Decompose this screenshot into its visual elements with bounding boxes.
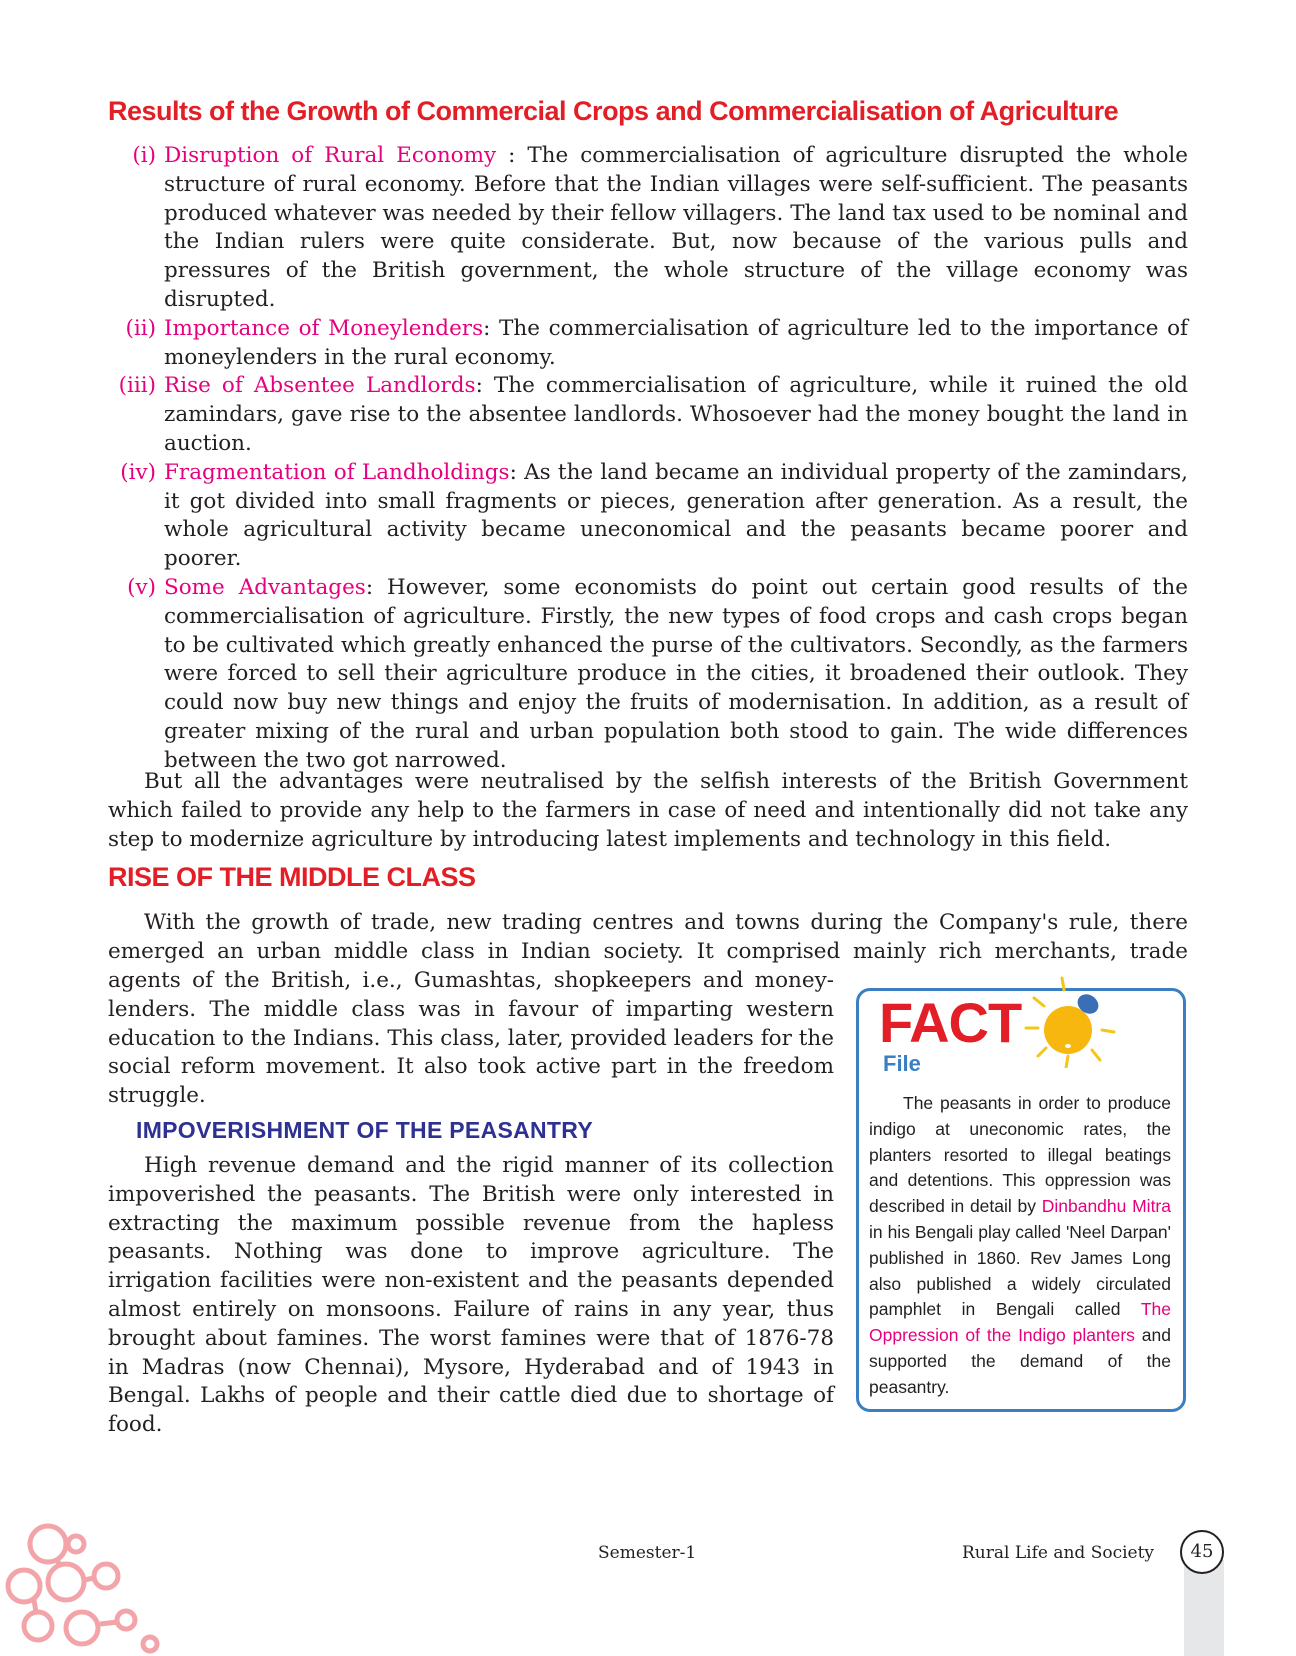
list-item xyxy=(108,315,1188,373)
item-text: : However, some economists do point out certain good results of the commercialisation of agriculture. Firstly, the new types of food crops and cash crops began to be cultivated which greatly enhanced the purse of the cultivators. Secondly, as the farmers were forced to sell their agriculture produce in the cities, it broadened their outlook. They could now buy new things and enjoy the fruits of modernisation. In addition, as a result of greater mixing of the rural and urban population both stood to gain. The wide differences between the two got narrowed. xyxy=(164,574,1188,773)
fact-text-part: in his Bengali play called 'Neel Darpan' published in 1860. Rev James Long also published a widely circulated pamphlet in Bengali called xyxy=(869,1221,1171,1320)
item-number: (iii) xyxy=(118,373,156,399)
peasantry-paragraph xyxy=(108,1152,834,1440)
item-text: : As the land became an individual property of the zamindars, it got divided into small fragments or pieces, generation after generation. As a result, the whole agricultural activity became uneconomical and the peasants became poorer and poorer. xyxy=(164,459,1188,572)
item-body xyxy=(164,372,1188,458)
item-term: Rise of Absentee Landlords xyxy=(164,373,476,399)
paragraph-text: With the growth of trade, new trading centres and towns during the Company's rule, there emerged an urban middle class in Indian society. It comprised mainly rich merchants, trade xyxy=(108,910,1188,964)
section-heading-commercial-crops: Results of the Growth of Commercial Crops and Commercialisation of Agriculture xyxy=(108,96,1119,126)
section-heading-middle-class: RISE OF THE MIDDLE CLASS xyxy=(108,862,476,892)
decorative-circles xyxy=(0,1516,170,1656)
item-number: (ii) xyxy=(125,315,156,341)
page-tab xyxy=(1184,1560,1224,1656)
item-number: (v) xyxy=(127,574,156,600)
fact-highlight: Dinbandhu Mitra xyxy=(1041,1196,1171,1217)
item-number: (iv) xyxy=(120,459,156,485)
paragraph-text: agents of the British, i.e., Gumashtas, shopkeepers and money-lenders. The middle class was in favour of imparting western education to the Indians. This class, later, provided leaders for the social reform movement. It also took active part in the freedom struggle. xyxy=(108,968,834,1109)
item-body xyxy=(164,315,1188,373)
footer-chapter-title: Rural Life and Society xyxy=(962,1543,1155,1563)
paragraph-text: High revenue demand and the rigid manner of its collection impoverished the peasants. The British were only interested in extracting the maximum possible revenue from the hapless peasants. Nothing was done to improve agriculture. The irrigation facilities were non-existent and the peasants depended almost entirely on monsoons. Failure of rains in any year, thus brought about famines. The worst famines were that of 1876-78 in Madras (now Chennai), Mysore, Hyderabad and of 1943 in Bengal. Lakhs of people and their cattle died due to shortage of food. xyxy=(108,1153,834,1438)
paragraph-text: But all the advantages were neutralised by the selfish interests of the British Government which failed to provide any help to the farmers in case of need and intentionally did not take any step to modernize agriculture by introducing latest implements and technology in this field. xyxy=(108,769,1188,852)
list-item xyxy=(108,372,1188,458)
item-number: (i) xyxy=(132,143,156,168)
item-text: : The commercialisation of agriculture led to the importance of moneylenders in the rural economy. xyxy=(164,315,1188,370)
list-item xyxy=(108,459,1188,574)
item-term: Disruption of Rural Economy xyxy=(164,143,497,168)
fact-title: FACT xyxy=(879,991,1022,1054)
results-list xyxy=(108,142,1188,776)
middle-class-paragraph-full xyxy=(108,909,1188,967)
fact-text-part: and supported the demand of the peasantry. xyxy=(869,1325,1171,1397)
subheading-impoverishment: IMPOVERISHMENT OF THE PEASANTRY xyxy=(136,1117,593,1143)
fact-text xyxy=(869,1091,1171,1401)
page-number: 45 xyxy=(1180,1530,1224,1574)
item-body xyxy=(164,574,1188,776)
fact-text-part: The peasants in order to produce indigo at uneconomic rates, the planters resorted to illegal beatings and detentions. This oppression was described in detail by xyxy=(869,1093,1171,1217)
item-text: : The commercialisation of agriculture, while it ruined the old zamindars, gave rise to the absentee landlords. Whosoever had the money bought the land in auction. xyxy=(164,373,1188,456)
conclusion-paragraph xyxy=(108,768,1188,854)
list-item xyxy=(108,142,1188,315)
item-body xyxy=(164,459,1188,574)
lightbulb-icon xyxy=(1016,968,1126,1068)
item-body xyxy=(164,142,1188,315)
item-term: Importance of Moneylenders xyxy=(164,315,484,341)
list-item xyxy=(108,574,1188,776)
middle-class-paragraph-column xyxy=(108,967,834,1111)
fact-highlight: The Oppression of the Indigo planters xyxy=(869,1299,1171,1346)
item-text: : The commercialisation of agriculture disrupted the whole structure of rural economy. Before that the Indian villages were self-sufficient. The peasants produced whatever was needed by their fellow villagers. The land tax used to be nominal and the Indian rulers were quite considerate. But, now because of the various pulls and pressures of the British government, the whole structure of the village economy was disrupted. xyxy=(164,143,1188,312)
item-term: Fragmentation of Landholdings xyxy=(164,459,510,485)
footer-semester: Semester-1 xyxy=(598,1543,697,1563)
item-term: Some Advantages xyxy=(164,574,366,600)
fact-subtitle: File xyxy=(883,1051,921,1076)
